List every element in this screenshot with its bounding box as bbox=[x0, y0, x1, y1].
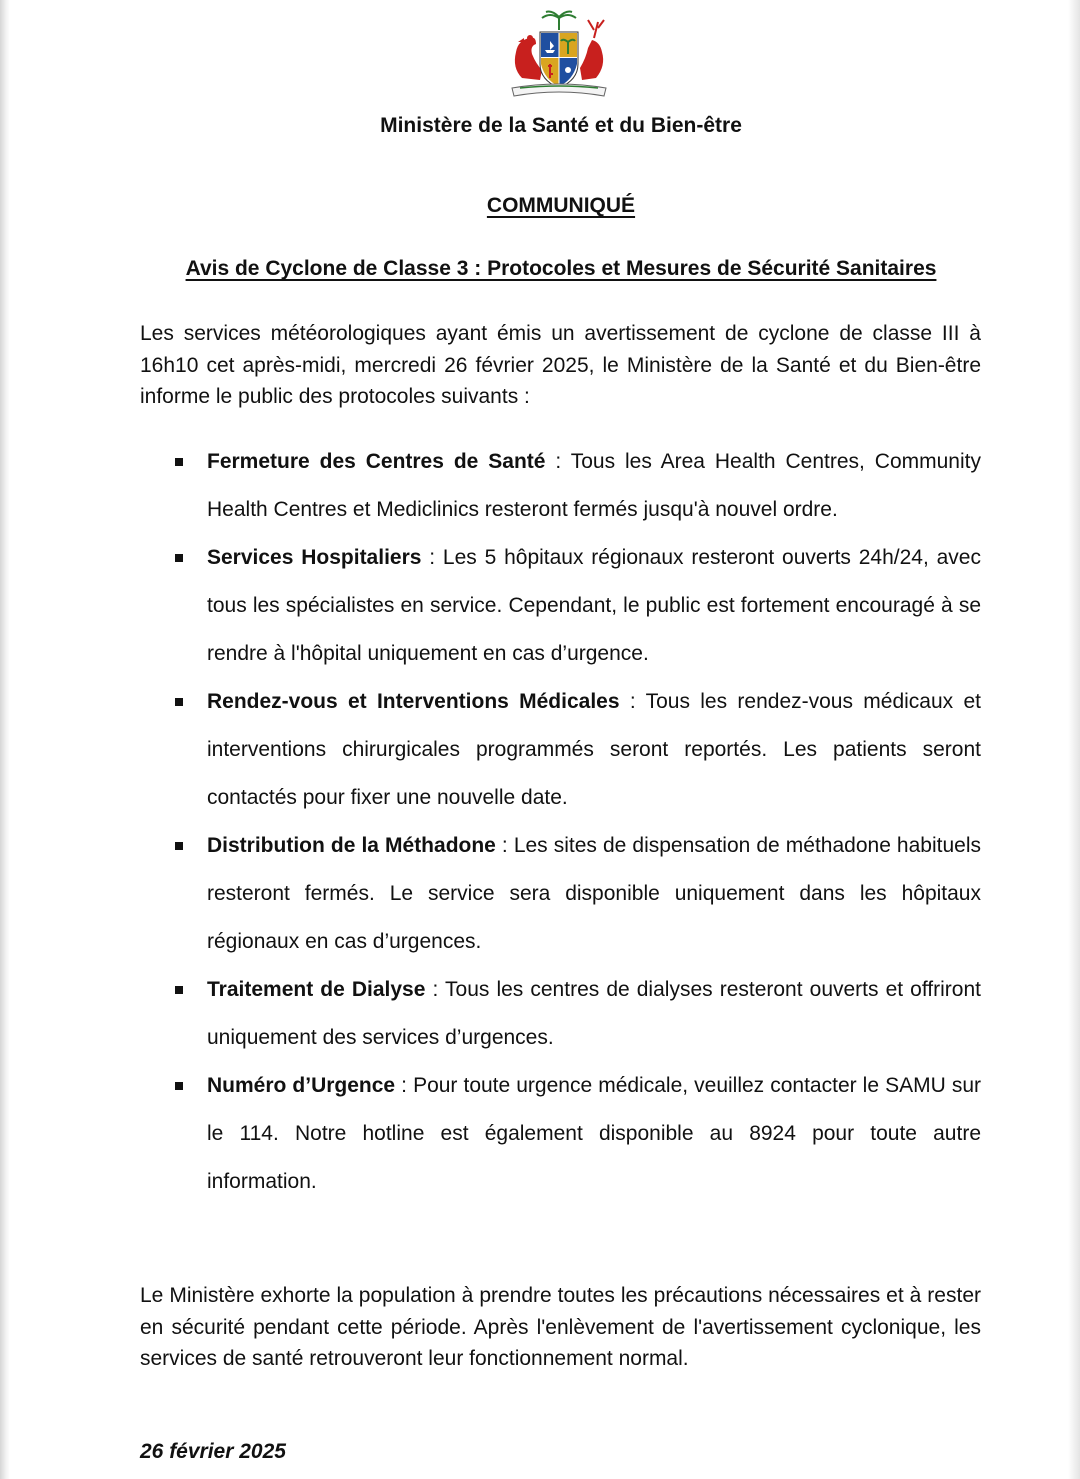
item-title: Numéro d’Urgence bbox=[207, 1074, 396, 1097]
square-bullet-icon bbox=[175, 458, 183, 466]
list-item bbox=[140, 438, 981, 534]
intro-paragraph: Les services météorologiques ayant émis un avertissement de cyclone de classe III à 16h10 cet après-midi, mercredi 26 février 2025, le Ministère de la Santé et du Bien-être informe le public des protocoles suivants : bbox=[140, 322, 981, 408]
item-title: Distribution de la Méthadone bbox=[207, 834, 496, 857]
item-text: : Pour toute urgence médicale, veuillez contacter le SAMU sur le 114. Notre hotline est également disponible au 8924 pour toute autre information. bbox=[207, 1074, 981, 1193]
list-item bbox=[140, 822, 981, 966]
document-date: 26 février 2025 bbox=[140, 1440, 286, 1463]
closing-paragraph: Le Ministère exhorte la population à prendre toutes les précautions nécessaires et à rester en sécurité pendant cette période. Après l'enlèvement de l'avertissement cyclonique, les services de santé retrouveront leur fonctionnement normal. bbox=[140, 1284, 981, 1370]
square-bullet-icon bbox=[175, 842, 183, 850]
item-text: : Tous les rendez-vous médicaux et interventions chirurgicales programmés seront reportés. Les patients seront contactés pour fixer une nouvelle date. bbox=[207, 690, 981, 809]
item-title: Rendez-vous et Interventions Médicales bbox=[207, 690, 620, 713]
list-item bbox=[140, 966, 981, 1062]
protocol-list bbox=[140, 438, 981, 1206]
subject-heading: Avis de Cyclone de Classe 3 : Protocoles et Mesures de Sécurité Sanitaires bbox=[185, 257, 937, 280]
item-text: : Tous les Area Health Centres, Community Health Centres et Mediclinics resteront fermés jusqu'à nouvel ordre. bbox=[207, 450, 981, 521]
square-bullet-icon bbox=[175, 1082, 183, 1090]
item-title: Traitement de Dialyse bbox=[207, 978, 426, 1001]
page-edge-shadow-right bbox=[1068, 0, 1080, 1479]
square-bullet-icon bbox=[175, 698, 183, 706]
item-text: : Les 5 hôpitaux régionaux resteront ouverts 24h/24, avec tous les spécialistes en service. Cependant, le public est fortement encouragé à se rendre à l'hôpital uniquement en cas d’urgence. bbox=[207, 546, 981, 665]
list-item bbox=[140, 534, 981, 678]
square-bullet-icon bbox=[175, 554, 183, 562]
page-edge-shadow bbox=[0, 0, 10, 1479]
document-type-heading: COMMUNIQUÉ bbox=[486, 194, 636, 217]
coat-of-arms-icon bbox=[500, 8, 618, 100]
item-text: : Les sites de dispensation de méthadone habituels resteront fermés. Le service sera disponible uniquement dans les hôpitaux régionaux en cas d’urgences. bbox=[207, 834, 981, 953]
list-item bbox=[140, 678, 981, 822]
item-text: : Tous les centres de dialyses resteront ouverts et offriront uniquement des services d’urgences. bbox=[207, 978, 981, 1049]
list-item bbox=[140, 1062, 981, 1206]
square-bullet-icon bbox=[175, 986, 183, 994]
ministry-name: Ministère de la Santé et du Bien-être bbox=[380, 114, 742, 137]
item-title: Services Hospitaliers bbox=[207, 546, 422, 569]
item-title: Fermeture des Centres de Santé bbox=[207, 450, 546, 473]
